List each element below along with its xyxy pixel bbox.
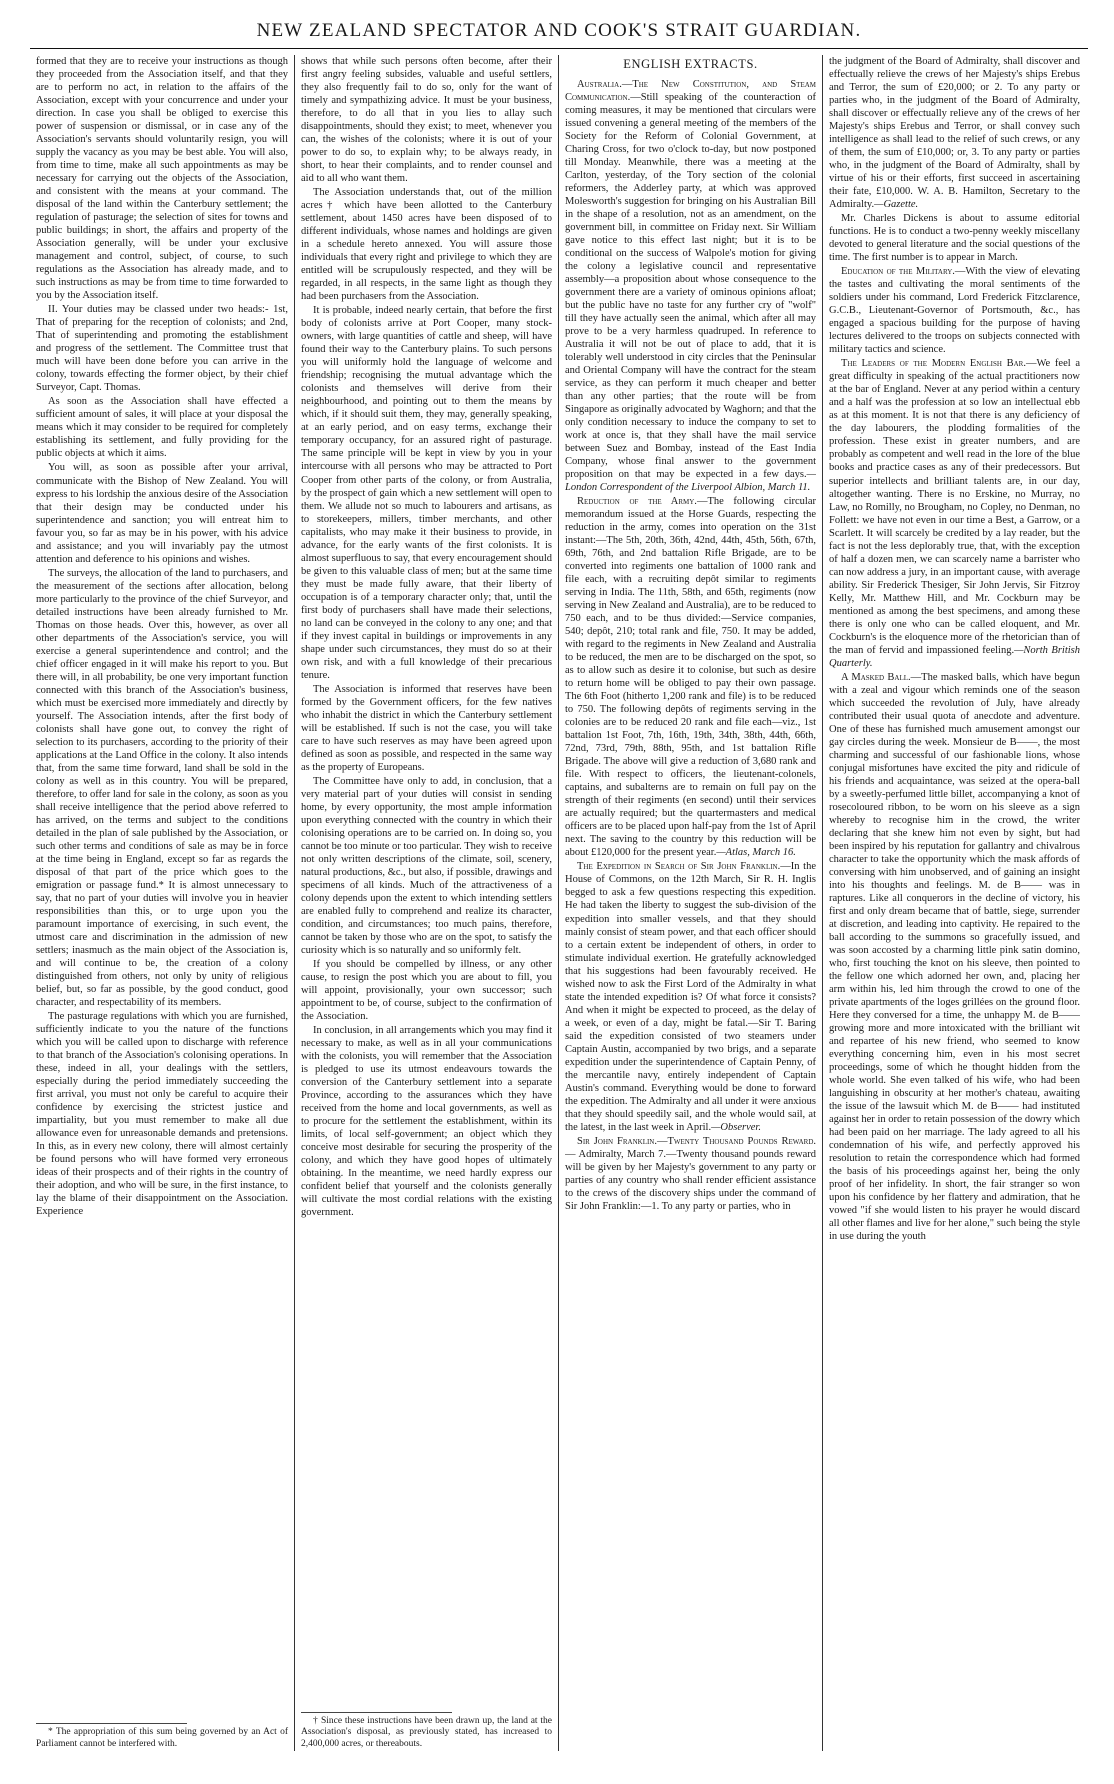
column-2-footnote-area [301,1704,552,1751]
column-2 [294,55,558,1751]
article-paragraph [829,671,1080,1244]
article-source: —Gazette. [874,199,919,211]
article-heading: The Leaders of the Modern English Bar. [841,358,1026,370]
article-body: Mr. Charles Dickens is about to assume editorial functions. He is to conduct a two-penny weekly miscellany devoted to general literature and the social questions of the time. The first number is to appear in March. [829,213,1080,264]
article-body: —With the view of elevating the tastes and cultivating the moral sentiments of the soldiers under his command, Lord Frederick Fitzclarence, G.C.B., Lieutenant-Governor of Portsmouth, &c., has engaged a spacious building for the purpose of having lectures delivered to the troops on subjects connected with military tactics and science. [829,266,1080,356]
column-2-text [301,55,552,1707]
article-heading: Reduction of the Army. [577,496,697,507]
column-1-text [36,55,288,1707]
article-heading: The Expedition in Search of Sir John Franklin. [577,861,781,873]
article-heading: Sir John Franklin.—Twenty Thousand Pounds Reward. [577,1135,816,1147]
article-paragraph [565,78,816,495]
article-paragraph: If you should be compelled by illness, or any other cause, to resign the post which you are about to fill, you will appoint, provisionally, your own successor; such appointment to be, of course, subject to the confirmation of the Association. [301,959,552,1023]
article-paragraph [829,265,1080,356]
article-paragraph: In conclusion, in all arrangements which you may find it necessary to make, as well as in all your communications with the colonists, you will remember that the Association is pledged to use its utmost endeavours towards the conversion of the Canterbury settlement into a separate Province, according to the assurances which they have received from the home and local governments, as well as to procure for the settlement the establishment, within its limits, of local self-government; an object which they conceive most desirable for securing the prosperity of the colony, and which they have good hopes of ultimately obtaining. In the meantime, we need hardly express our confident belief that yourself and the colonists generally will cultivate the most cordial relations with the existing government. [301,1025,552,1219]
article-paragraph: The pasturage regulations with which you are furnished, sufficiently indicate to you the nature of the functions which you will be called upon to discharge with reference to that branch of the Association's colonising operations. In these, indeed in all, your dealings with the settlers, especially during the period immediately succeeding the first arrival, you must not only be careful to acquire their confidence by exercising the strictest justice and impartiality, but you must remember to make all due allowance even for unreasonable demands and pretensions. In this, as in every new colony, there will almost certainly be found persons who will have formed very erroneous ideas of their prospects and of their rights in the country of their adoption, and who will be sure, in the first instance, to lay the blame of their disappointment on the Association. Experience [36,1011,288,1218]
column-3-text [565,55,816,1751]
article-paragraph: formed that they are to receive your instructions as though they proceeded from the Association itself, and that they are to perform no act, in relation to the affairs of the Association, except with your concurrence and under your direction. In case you shall be obliged to exercise this power of suspension or dismissal, or in case any of the Association's servants should voluntarily resign, you will supply the vacancy as you may be best able. You will also, from time to time, make all such appointments as may be necessary for carrying out the objects of the Association, and consistent with the means at your command. The disposal of the land within the Canterbury settlement; the regulation of pasturage; the selection of sites for towns and public buildings; in short, the affairs and property of the Association generally, will be under your exclusive management and control, subject, of course, to such regulations as the Association has already made, and to such instructions as may be from time to time forwarded to you by the Association itself. [36,56,288,302]
column-3 [558,55,822,1751]
footnote-divider [301,1712,452,1713]
article-paragraph: You will, as soon as possible after your arrival, communicate with the Bishop of New Zealand. You will express to his lordship the anxious desire of the Association that their design may be conducted under his superintendence and sanction; you will entreat him to favour you, so far as may be in his power, with his advice and assistance; and you will invariably pay the utmost attention and deference to his opinions and wishes. [36,462,288,565]
article-source: —Atlas, March 16. [716,847,796,859]
column-4 [822,55,1086,1751]
article-body: —In the House of Commons, on the 12th March, Sir R. H. Inglis begged to ask a few questions respecting this expedition. He had taken the liberty to suggest the sub-division of the expedition into smaller vessels, and that they should mainly consist of steam power, and that each officer should to a certain extent be independent of others, in order to stimulate individual exertion. He gratefully acknowledged that his suggestions had been favourably received. He wished now to ask the First Lord of the Admiralty in what state the intended expedition is? Of what force it consists? And when it might be expected to proceed, as the delay of a week, or even of a day, might be fatal.—Sir T. Baring said the expedition consisted of two steamers under Captain Austin, accompanied by two brigs, and a separate expedition under the superintendence of Captain Penny, of the mercantile navy, entirely independent of Captain Austin's command. Everything would be done to forward the expedition. The Admiralty and all under it were anxious that they should speedily sail, and the whole would sail, at the latest, in the last week in April. [565,861,816,1133]
article-paragraph [829,212,1080,264]
article-paragraph [565,495,816,859]
article-paragraph: The Association is informed that reserves have been formed by the Government officers, for the few natives who inhabit the district in which the Canterbury settlement will be established. If such is not the case, you will take care to have such reserves as may have been agreed upon defined as soon as possible, and respected in the same way as the property of Europeans. [301,683,552,773]
article-body: the judgment of the Board of Admiralty, shall discover and effectually relieve the crews of her Majesty's ships Erebus and Terror, the sum of £20,000; or 2. To any party or parties who, in the judgment of the Board of Admiralty, shall discover or effectually relieve any of the crews of her Majesty's ships Erebus and Terror, or shall convey such intelligence as shall lead to the relief of such crews, or any of them, the sum of £10,000; or, 3. To any party or parties who, in the judgment of the Board of Admiralty, shall by virtue of his or their efforts, first succeed in ascertaining their fate, £10,000. W. A. B. Hamilton, Secretary to the Admiralty. [829,56,1080,211]
article-paragraph: It is probable, indeed nearly certain, that before the first body of colonists arrive at Port Cooper, many stock-owners, with large quantities of cattle and sheep, will have found their way to the Canterbury plains. To such persons you will uniformly hold the language of welcome and friendship; recognising the mutual advantage which the colonists and themselves will derive from their neighbourhood, and pointing out to them the means by which, if it should suit them, they may, generally speaking, at an early period, and on easy terms, exchange their temporary occupancy, for an assured right of pasturage. The same principle will be kept in view by you in your intercourse with all persons who may be attracted to Port Cooper from other parts of the colony, or from Australia, by the prospect of gain which a new settlement will open to them. We allude not so much to labourers and artisans, as to storekeepers, millers, timber merchants, and other capitalists, who may make it their business to provide, in advance, for the early wants of the first colonists. It is almost superfluous to say, that every encouragement should be given to this valuable class of men; but at the same time they must be made fully aware, that their liberty of occupation is of a temporary character only; that, until the first body of purchasers shall have made their selections, no land can be conveyed in the colony to any one; and that if they invest capital in buildings or improvements in any shape under such circumstances, they must do so at their own risk, and with a full knowledge of their precarious tenure. [301,305,552,681]
article-source: —North British Quarterly. [829,644,1080,669]
article-body: — Admiralty, March 7.—Twenty thousand pounds reward will be given by her Majesty's government to any party or parties of any country who shall render efficient assistance to the crews of the discovery ships under the command of Sir John Franklin:—1. To any party or parties, who in [565,1148,816,1212]
article-heading: Australia.—The New Constitution, and Steam Communication. [565,78,816,103]
article-body: —The following circular memorandum issued at the Horse Guards, respecting the reduction in the army, comes into operation on the 31st instant:—The 5th, 20th, 36th, 42nd, 44th, 45th, 56th, 67th, 69th, 76th, and 2nd battalion Rifle Brigade, are to be converted into regiments one battalion of 1000 rank and file each, with a recruiting depôt similar to regiments serving in India. The 11th, 58th, and 65th, regiments (now serving in New Zealand and Australia), are to be reduced to 750 each, and to be thus divided:—Service companies, 540; depôt, 210; total rank and file, 750. It may be added, with regard to the regiments in New Zealand and Australia to be reduced, the men are to be discharged on the spot, so as to allow such as desire it to colonise, but such as desire to return home will be obliged to pay their own passage. The 6th Foot (hitherto 1,200 rank and file) is to be reduced to 750. The following depôts of regiments serving in the colonies are to be reduced 20 rank and file each—viz., 1st battalion 1st Foot, 7th, 16th, 19th, 34th, 38th, 44th, 66th, 72nd, 73rd, 79th, 88th, 95th, and 1st battalion Rifle Brigade. The above will give a reduction of 3,680 rank and file. With respect to officers, the lieutenant-colonels, captains, and subalterns are to remain on full pay on the strength of their regiments (en second) until their services are actually required; but the quartermasters and medical officers are to be placed upon half-pay from the 1st of April next. The saving to the country by this reduction will be about £120,000 for the present year. [565,496,816,859]
article-paragraph [829,55,1080,211]
article-source: —Observer. [711,1121,761,1133]
article-body: —Still speaking of the counteraction of coming measures, it may be mentioned that circulars were issued convening a general meeting of the members of the Society for the Reform of Colonial Government, at Charing Cross, for two o'clock to-day, but now postponed till Monday. Meanwhile, there was a meeting at the Carlton, yesterday, of the Tory section of the colonial reformers, the Adderley party, at which was approved Molesworth's suggestion for bringing on his Australian Bill in the shape of a resolution, not as an amendment, on the government bill, in committee on Friday next. Sir William gave notice to this effect last night; but it is to be conditional on the success of Walpole's motion for giving the colony a legislative council and representative assembly—a proposition about whose consequence to the government there are a variety of ominous opinions afloat; but the public have no taste for any further cry of "wolf" till they have actually seen the animal, which after all may prove to be a very harmless quadruped. In reference to Australia it will not be out of place to add, that it is tolerably well understood in city circles that the Peninsular and Oriental Company will have the contract for the steam service, as they can perform it much cheaper and better than any other parties; that the route will be from Singapore as originally advocated by Waghorn; and that the only condition necessary to induce the company to set to work at once is, that they shall have the mail service between Suez and Bombay, instead of the East India Company, whose final answer to the government proposition on that may be expected in a few days. [565,91,816,480]
masthead-title: NEW ZEALAND SPECTATOR AND COOK'S STRAIT GUARDIAN. [256,20,862,41]
article-heading: Education of the Military. [841,266,955,278]
article-paragraph: As soon as the Association shall have effected a sufficient amount of sales, it will place at your disposal the means which it may consider to be required for completely establishing its settlement, and fully providing for the public objects at which it aims. [36,396,288,460]
article-heading: A Masked Ball. [841,671,911,683]
article-paragraph: shows that while such persons often become, after their first angry feeling subsides, valuable and useful settlers, they also frequently fail to do so, only for the want of timely and sympathizing advice. It must be your business, therefore, to do all that in you lies to allay such disappointments, should they exist; to meet, whenever you can, the wishes of the colonists; where it is out of your power to do so, to explain why; to be always ready, in short, to hear their complaints, and to render counsel and aid to all who want them. [301,56,552,185]
article-paragraph: The Committee have only to add, in conclusion, that a very material part of your duties will consist in sending home, by every opportunity, the most ample information upon everything connected with the country in which their colonising operations are to be carried on. In doing so, you cannot be too minute or too particular. They wish to receive not only written descriptions of the climate, soil, scenery, natural productions, &c., but also, if possible, drawings and specimens of all kinds. Much of the attractiveness of a colony depends upon the extent to which intending settlers are enabled fully to comprehend and realize its character, condition, and circumstances; too much pains, therefore, cannot be taken by those who are on the spot, to satisfy the curiosity which is so naturally and so uniformly felt. [301,775,552,957]
column-1 [30,55,294,1751]
article-paragraph [565,1135,816,1213]
article-paragraph: The surveys, the allocation of the land to purchasers, and the measurement of the sections after allocation, belong more particularly to the province of the chief Surveyor, and detailed instructions have been already furnished to Mr. Thomas on those heads. Over this, however, as over all other departments of the Association's service, you will exercise a general superintendence and control; and the chief officer engaged in it will make his report to you. But there will, in all probability, be one very important function connected with this branch of the Association's business, which must be exercised more immediately and directly by yourself. The Association intends, after the first body of colonists shall have gone out, to convey the right of selection to its purchasers, according to the priority of their applications at the Land Office in the colony. It also intends that, from the same time forward, land shall be sold in the colony as well as in this country. You will be prepared, therefore, to offer land for sale in the colony, as soon as you shall receive intelligence that the period above referred to has arrived, on the terms and subject to the conditions detailed in the plan of sale published by the Association, or such other terms and conditions of sale as may be in force at the time being in England, except so far as regards the disposal of that part of the price which goes to the emigration or passage fund.* It is almost unnecessary to say, that no part of your duties will involve you in heavier responsibilities than this, or to urge upon you the paramount importance of exercising, in such event, the utmost care and discrimination in the admission of new settlers; inasmuch as the main object of the Association is, and will continue to be, the creation of a colony distinguished from others, not only by unity of religious belief, but, so far as possible, by the good conduct, good character, and respectability of its members. [36,567,288,1009]
article-paragraph [829,357,1080,669]
footnote: † Since these instructions have been drawn up, the land at the Association's disposal, as previously stated, has increased to 2,400,000 acres, or thereabouts. [301,1715,552,1749]
masthead-rule [30,48,1088,49]
article-body: —We feel a great difficulty in speaking of the actual practitioners now at the bar of England. Never at any period within a century and a half was the profession at so low an intellectual ebb as at this moment. It is not that there is any deficiency of the day labourers, the plodding formalities of the profession. These exist in greater numbers, and are probably as competent and well read in the lore of the blue books and practice cases as any of their predecessors. But superior intellects and brilliant talents are, in our day, altogether wanting. There is no Erskine, no Murray, no Law, no Romilly, no Brougham, no Copley, no Denman, no Follett: we have not even in our time a Best, a Garrow, or a Scarlett. It will scarcely be credited by a lay reader, but the fact is not the less deplorably true, that, with the exception of half a dozen men, we can scarcely name a barrister who can now address a jury, in an important cause, with average ability. Sir Frederick Thesiger, Sir John Jervis, Sir Fitzroy Kelly, Mr. Matthew Hill, and Mr. Cockburn may be mentioned as among the best specimens, and among these there is only one who can be called eloquent, and Mr. Cockburn's is the eloquence more of the rhetorician than of the man of fervid and impassioned feeling. [829,358,1080,656]
section-heading: ENGLISH EXTRACTS. [623,57,758,71]
column-1-footnote-area [36,1715,288,1751]
columns [30,55,1088,1751]
article-paragraph: The Association understands that, out of the million acres† which have been allotted to the Canterbury settlement, about 1450 acres have been disposed of to different individuals, whose names and holdings are given in a schedule hereto annexed. You will assure those individuals that every right and privilege to which they are entitled will be scrupulously respected, and they will be regarded, in all respects, in the same light as though they had been purchasers from the Association. [301,187,552,303]
article-paragraph [565,860,816,1133]
column-4-text [829,55,1080,1751]
footnote: * The appropriation of this sum being governed by an Act of Parliament cannot be interfered with. [36,1727,288,1749]
article-paragraph: II. Your duties may be classed under two heads:- 1st, That of preparing for the reception of colonists; and 2nd, That of superintending and promoting the establishment and progress of the settlement. The Committee trust that much will have been done before you can arrive in the colony, towards effecting the former object, by their chief Surveyor, Capt. Thomas. [36,304,288,394]
article-body: —The masked balls, which have begun with a zeal and vigour which reminds one of the season which succeeded the revolution of July, have already contributed their usual quota of anecdote and adventure. One of these has furnished much amusement amongst our gay circles during the week. Monsieur de B——, the most charming and successful of our fashionable lions, whose conjugal misfortunes have excited the pity and ridicule of his friends and acquaintance, was seized at the opera-ball by a sweetly-perfumed little billet, accompanying a knot of rosecoloured ribbon, to be worn on his sleeve as a sign whereby to recognise him in the crowd, the writer declaring that she knew him not even by sight, but had been inspired by his reputation for gallantry and chivalrous character to take the opportunity which the mask affords of conversing with him unobserved, and of gaining an insight into his thoughts and feelings. M. de B—— was in raptures. Like all conquerors in the decline of victory, his first and only dream became that of battle, siege, surrender at discretion, and leading into captivity. He repaired to the ball according to the summons so gracefully issued, and was soon accosted by a charming little pink satin domino, who, first touching the knot on his sleeve, then pointed to the fellow one which adorned her own, and, placing her arm within his, led him through the crowd to one of the private apartments of the loges grillées on the ground floor. Here they conversed for a time, the unhappy M. de B—— growing more and more intoxicated with the brilliant wit and repartee of his new friend, who seemed to know everything concerning him, even in his most secret proceedings, some of which he thought hidden from the whole world. She even talked of his wife, who had been languishing in obscurity at her mother's chateau, awaiting the issue of the lawsuit which M. de B—— had instituted against her in order to retain possession of the dowry which had been paid on her marriage. The lady agreed to all his condemnation of his wife, and perfectly approved his resolution to retain the correspondence which had formed the basis of his proceedings against her, being the only proof of her infidelity. In short, the fair stranger so won upon his confidence by her flattery and admiration, that he vowed "if she would listen to his prayer he would discard all other flames and live for her alone," such being the style in use during the youth [829,671,1080,1243]
footnote-divider [36,1723,187,1724]
article-source: —London Correspondent of the Liverpool Albion, March 11. [565,468,816,493]
